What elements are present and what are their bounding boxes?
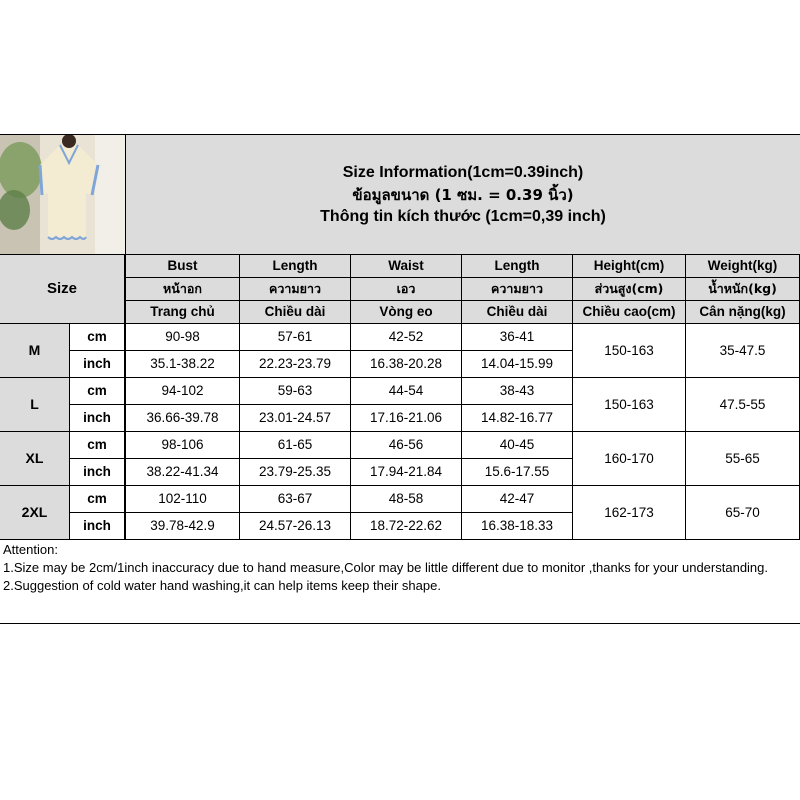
title-english: Size Information(1cm=0.39inch) [342,163,584,181]
cell-M-inch-col-3: 16.38-20.28 [351,351,462,378]
header-vi-col-4: Chiều dài [462,301,573,324]
cell-M-inch-col-4: 14.04-15.99 [462,351,573,378]
title-vietnamese: Thông tin kích thước (1cm=0,39 inch) [320,207,606,225]
weight-XL: 55-65 [686,432,800,486]
product-photo-illustration [0,135,125,254]
cell-XL-cm-col-1: 98-106 [125,432,240,459]
weight-M: 35-47.5 [686,324,800,378]
size-info-title-box [125,134,800,255]
header-th-col-2: ความยาว [240,278,351,301]
attention-note-1: 1.Size may be 2cm/1inch inaccuracy due to hand measure,Color may be little different due to monitor ,thanks for your understanding. [3,560,769,575]
header-th-col-1: หน้าอก [125,278,240,301]
header-th-col-6: น้ำหนัก(kg) [686,278,800,301]
cell-L-cm-col-1: 94-102 [125,378,240,405]
header-en-col-2: Length [240,255,351,278]
cell-XL-cm-col-2: 61-65 [240,432,351,459]
cell-XL-inch-col-4: 15.6-17.55 [462,459,573,486]
product-photo [0,134,125,255]
attention-notes [0,540,800,624]
unit-cm-L: cm [70,378,125,405]
cell-L-cm-col-2: 59-63 [240,378,351,405]
cell-2XL-cm-col-3: 48-58 [351,486,462,513]
cell-M-inch-col-2: 22.23-23.79 [240,351,351,378]
unit-cm-M: cm [70,324,125,351]
cell-M-cm-col-3: 42-52 [351,324,462,351]
header-vi-col-6: Cân nặng(kg) [686,301,800,324]
size-label-M: M [0,324,70,378]
unit-inch-2XL: inch [70,513,125,540]
attention-heading: Attention: [3,542,58,557]
cell-XL-cm-col-3: 46-56 [351,432,462,459]
cell-M-cm-col-1: 90-98 [125,324,240,351]
cell-M-cm-col-2: 57-61 [240,324,351,351]
cell-L-inch-col-4: 14.82-16.77 [462,405,573,432]
cell-2XL-cm-col-2: 63-67 [240,486,351,513]
cell-L-cm-col-4: 38-43 [462,378,573,405]
cell-XL-inch-col-1: 38.22-41.34 [125,459,240,486]
cell-2XL-inch-col-2: 24.57-26.13 [240,513,351,540]
cell-XL-cm-col-4: 40-45 [462,432,573,459]
header-en-col-6: Weight(kg) [686,255,800,278]
unit-cm-XL: cm [70,432,125,459]
size-label-XL: XL [0,432,70,486]
height-XL: 160-170 [573,432,686,486]
header-en-col-5: Height(cm) [573,255,686,278]
cell-L-inch-col-3: 17.16-21.06 [351,405,462,432]
weight-2XL: 65-70 [686,486,800,540]
header-th-col-3: เอว [351,278,462,301]
height-M: 150-163 [573,324,686,378]
height-L: 150-163 [573,378,686,432]
cell-2XL-cm-col-4: 42-47 [462,486,573,513]
cell-2XL-inch-col-1: 39.78-42.9 [125,513,240,540]
header-en-col-4: Length [462,255,573,278]
cell-2XL-inch-col-4: 16.38-18.33 [462,513,573,540]
cell-2XL-inch-col-3: 18.72-22.62 [351,513,462,540]
unit-inch-XL: inch [70,459,125,486]
header-vi-col-3: Vòng eo [351,301,462,324]
height-2XL: 162-173 [573,486,686,540]
cell-M-inch-col-1: 35.1-38.22 [125,351,240,378]
size-label-2XL: 2XL [0,486,70,540]
title-thai: ข้อมูลขนาด (1 ซม. = 0.39 นิ้ว) [352,185,574,204]
cell-L-inch-col-1: 36.66-39.78 [125,405,240,432]
size-label-L: L [0,378,70,432]
header-vi-col-1: Trang chủ [125,301,240,324]
weight-L: 47.5-55 [686,378,800,432]
header-th-col-5: ส่วนสูง(cm) [573,278,686,301]
header-en-col-3: Waist [351,255,462,278]
unit-inch-L: inch [70,405,125,432]
cell-2XL-cm-col-1: 102-110 [125,486,240,513]
cell-XL-inch-col-2: 23.79-25.35 [240,459,351,486]
header-vi-col-2: Chiều dài [240,301,351,324]
cell-L-cm-col-3: 44-54 [351,378,462,405]
size-header: Size [0,255,125,324]
cell-M-cm-col-4: 36-41 [462,324,573,351]
header-th-col-4: ความยาว [462,278,573,301]
cell-L-inch-col-2: 23.01-24.57 [240,405,351,432]
cell-XL-inch-col-3: 17.94-21.84 [351,459,462,486]
unit-cm-2XL: cm [70,486,125,513]
unit-inch-M: inch [70,351,125,378]
header-en-col-1: Bust [125,255,240,278]
header-vi-col-5: Chiều cao(cm) [573,301,686,324]
attention-note-2: 2.Suggestion of cold water hand washing,it can help items keep their shape. [3,578,441,593]
